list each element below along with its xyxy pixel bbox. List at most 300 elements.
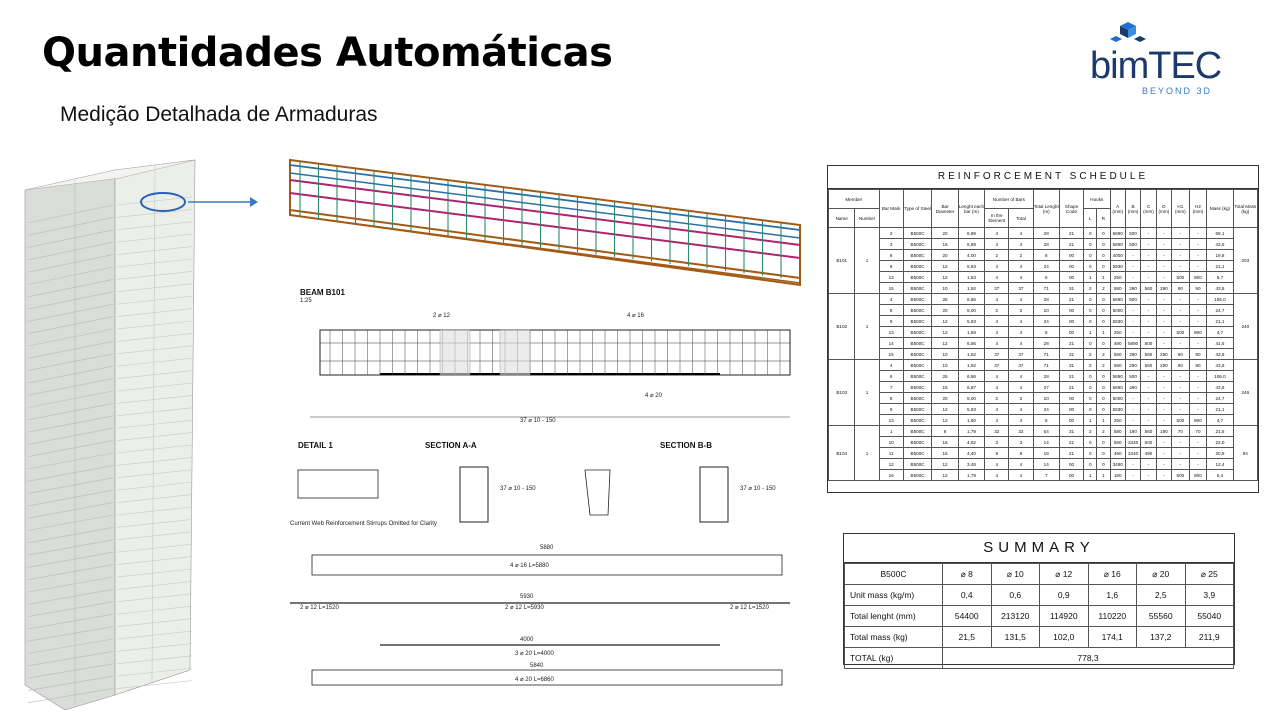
table-cell: - <box>1189 239 1207 250</box>
summary-cell: 0,4 <box>943 585 992 606</box>
table-cell: 4 <box>1009 294 1033 305</box>
table-cell: 500 <box>1172 327 1190 338</box>
table-cell: 4 <box>985 470 1009 481</box>
table-cell: 31 <box>1059 360 1083 371</box>
table-cell: 20 <box>932 250 958 261</box>
table-cell: 290 <box>1125 360 1140 371</box>
table-cell: - <box>1141 316 1156 327</box>
table-cell: 106,0 <box>1207 294 1233 305</box>
table-row <box>829 239 1258 250</box>
table-cell: 560 <box>1141 349 1156 360</box>
table-cell: 8 <box>1009 448 1033 459</box>
table-cell: 290 <box>1125 349 1140 360</box>
table-row <box>829 426 1258 437</box>
table-cell: 0 <box>1097 228 1110 239</box>
schedule-title: REINFORCEMENT SCHEDULE <box>828 166 1258 189</box>
table-cell: 0 <box>1097 305 1110 316</box>
summary-cell: 213120 <box>991 606 1040 627</box>
table-cell: - <box>1156 393 1171 404</box>
table-cell: B500C <box>903 228 932 239</box>
col-steel-type: Type of Steel <box>903 190 932 228</box>
summary-cell: 54400 <box>943 606 992 627</box>
member-name: B102 <box>829 294 855 360</box>
table-cell: 27 <box>1033 382 1059 393</box>
table-row <box>829 250 1258 261</box>
table-cell: 13 <box>879 327 903 338</box>
table-cell: 20 <box>932 305 958 316</box>
beam-scale: 1:25 <box>300 298 312 304</box>
summary-header-row <box>845 564 1234 585</box>
table-cell: 4 <box>1009 470 1033 481</box>
summary-row <box>845 585 1234 606</box>
member-name: B101 <box>829 228 855 294</box>
table-cell: - <box>1141 470 1156 481</box>
table-cell: 500 <box>1172 415 1190 426</box>
table-cell: 13 <box>879 272 903 283</box>
summary-diameter: ⌀ 10 <box>991 564 1040 585</box>
table-cell: 00 <box>1059 250 1083 261</box>
table-cell: 250 <box>1110 415 1125 426</box>
label-mid-bars: 2 ⌀ 12 <box>433 313 450 319</box>
table-cell: 0 <box>1084 338 1097 349</box>
table-cell: 00 <box>1059 305 1083 316</box>
table-cell: 37 <box>985 360 1009 371</box>
table-cell: - <box>1141 415 1156 426</box>
table-cell: - <box>1125 327 1140 338</box>
table-cell: 6 <box>1033 415 1059 426</box>
table-cell: - <box>1189 393 1207 404</box>
table-cell: B500C <box>903 448 932 459</box>
col-sub: Number <box>855 209 879 228</box>
table-cell: B500C <box>903 250 932 261</box>
table-cell: 31 <box>1059 349 1083 360</box>
table-cell: 250 <box>1110 272 1125 283</box>
table-cell: 4 <box>985 338 1009 349</box>
table-cell: 4 <box>985 239 1009 250</box>
member-number: 1 <box>855 360 879 426</box>
table-cell: - <box>1125 272 1140 283</box>
table-cell: - <box>1141 261 1156 272</box>
table-cell: 5890 <box>1110 371 1125 382</box>
col-shape-code: Shape Code <box>1059 190 1083 228</box>
table-cell: - <box>1172 250 1190 261</box>
table-cell: 00 <box>1059 272 1083 283</box>
table-cell: 00 <box>1059 316 1083 327</box>
table-cell: 490 <box>1125 382 1140 393</box>
table-cell: 4 <box>1009 459 1033 470</box>
table-cell: - <box>1172 316 1190 327</box>
table-cell: 2 <box>1084 349 1097 360</box>
table-cell: 3 <box>1009 437 1033 448</box>
table-cell: 00 <box>1059 261 1083 272</box>
table-cell: 00 <box>1059 327 1083 338</box>
table-cell: 580 <box>1110 360 1125 371</box>
member-total-mass: 203 <box>1233 228 1257 294</box>
logo-wordmark: bimTEC <box>1090 45 1222 87</box>
table-cell: 4 <box>1009 239 1033 250</box>
table-cell: 2 <box>985 393 1009 404</box>
page-subtitle: Medição Detalhada de Armaduras <box>60 103 378 126</box>
table-cell: 1,59 <box>958 327 984 338</box>
table-cell: 190 <box>1156 426 1171 437</box>
section-aa-stirrups: 37 ⌀ 10 - 150 <box>500 486 536 492</box>
table-cell: - <box>1125 250 1140 261</box>
table-row <box>829 371 1258 382</box>
table-cell: 12 <box>932 338 958 349</box>
table-cell: B500C <box>903 371 932 382</box>
table-cell: 0 <box>1084 371 1097 382</box>
member-total-mass: 94 <box>1233 426 1257 481</box>
table-cell: 24 <box>1033 261 1059 272</box>
table-cell: 24,7 <box>1207 305 1233 316</box>
table-cell: B500C <box>903 294 932 305</box>
table-cell: 21 <box>1059 382 1083 393</box>
table-cell: 25 <box>932 371 958 382</box>
beam-stirrups <box>330 330 780 375</box>
table-cell: 10 <box>1033 393 1059 404</box>
schedule-body <box>829 228 1258 481</box>
summary-cell: 102,0 <box>1040 627 1089 648</box>
col-group-member: Member <box>829 190 880 209</box>
table-cell: 28 <box>1033 338 1059 349</box>
table-cell: 5,00 <box>958 305 984 316</box>
table-cell: 2 <box>1084 283 1097 294</box>
table-cell: 490 <box>1110 338 1125 349</box>
table-row <box>829 327 1258 338</box>
lap-right: 2 ⌀ 12 L=1520 <box>730 605 769 611</box>
table-cell: 6,4 <box>1207 470 1233 481</box>
table-cell: - <box>1189 294 1207 305</box>
table-cell: 0 <box>1084 239 1097 250</box>
table-cell: 1 <box>1097 415 1110 426</box>
table-cell: 0 <box>1084 448 1097 459</box>
table-cell: - <box>1156 250 1171 261</box>
table-cell: 800 <box>1189 415 1207 426</box>
table-cell: - <box>1172 294 1190 305</box>
table-cell: 37 <box>1009 283 1033 294</box>
table-cell: 580 <box>1110 349 1125 360</box>
table-cell: 43,8 <box>1207 349 1233 360</box>
table-cell: - <box>1172 228 1190 239</box>
table-cell: 500 <box>1172 272 1190 283</box>
table-row <box>829 360 1258 371</box>
table-cell: 4 <box>1009 404 1033 415</box>
table-cell: 37 <box>1009 349 1033 360</box>
detail-note: Current Web Reinforcement Stirrups Omitted for Clarity <box>290 521 437 527</box>
col-sub: Total <box>1009 209 1033 228</box>
table-cell: 5,00 <box>958 393 984 404</box>
table-row <box>829 272 1258 283</box>
table-cell: 2 <box>985 250 1009 261</box>
table-cell: 290 <box>1156 349 1171 360</box>
table-cell: B500C <box>903 470 932 481</box>
page-title: Quantidades Automáticas <box>42 30 613 76</box>
table-cell: 12 <box>932 327 958 338</box>
table-cell: 0 <box>1097 448 1110 459</box>
table-cell: 2 <box>985 305 1009 316</box>
table-cell: 19,8 <box>1207 250 1233 261</box>
table-cell: 500 <box>1125 294 1140 305</box>
table-cell: 8 <box>879 393 903 404</box>
table-cell: 1,79 <box>958 426 984 437</box>
table-cell: - <box>1156 459 1171 470</box>
table-cell: 1,92 <box>958 349 984 360</box>
col-dim: D (mm) <box>1156 190 1171 228</box>
table-cell: 2 <box>1097 349 1110 360</box>
table-cell: 2 <box>1097 426 1110 437</box>
table-row <box>829 415 1258 426</box>
table-cell: 1,60 <box>958 415 984 426</box>
table-cell: 9 <box>879 261 903 272</box>
col-sub: Name <box>829 209 855 228</box>
table-cell: - <box>1156 294 1171 305</box>
table-cell: 290 <box>1125 283 1140 294</box>
table-cell: 1 <box>1084 272 1097 283</box>
table-cell: B500C <box>903 261 932 272</box>
table-cell: - <box>1156 404 1171 415</box>
table-cell: 800 <box>1189 470 1207 481</box>
table-cell: - <box>1156 415 1171 426</box>
table-cell: 4 <box>1009 272 1033 283</box>
table-cell: 0 <box>1097 437 1110 448</box>
table-cell: 5890 <box>1110 239 1125 250</box>
schedule-header-row <box>829 190 1258 209</box>
summary-diameter: ⌀ 20 <box>1137 564 1186 585</box>
table-cell: - <box>1141 459 1156 470</box>
table-row <box>829 382 1258 393</box>
table-cell: 800 <box>1189 327 1207 338</box>
table-cell: - <box>1156 228 1171 239</box>
summary-diameter: ⌀ 12 <box>1040 564 1089 585</box>
table-cell: 4 <box>985 261 1009 272</box>
table-cell: 21 <box>1059 294 1083 305</box>
table-cell: 0 <box>1097 459 1110 470</box>
member-name: B104 <box>829 426 855 481</box>
table-cell: 6,86 <box>958 294 984 305</box>
table-cell: 2 <box>1084 360 1097 371</box>
table-cell: B500C <box>903 327 932 338</box>
table-cell: - <box>1141 327 1156 338</box>
summary-table <box>843 533 1235 665</box>
table-cell: 24,7 <box>1207 393 1233 404</box>
table-cell: 90 <box>1189 360 1207 371</box>
table-cell: 5,93 <box>958 404 984 415</box>
table-cell: 16 <box>932 382 958 393</box>
table-cell: - <box>1156 316 1171 327</box>
table-row <box>829 294 1258 305</box>
table-cell: 1,79 <box>958 470 984 481</box>
summary-cell: 3,9 <box>1185 585 1234 606</box>
table-cell: 37 <box>1009 360 1033 371</box>
table-cell: - <box>1172 437 1190 448</box>
long-bot2-bar: 4 ⌀ 20 L=6860 <box>515 677 554 683</box>
table-cell: - <box>1189 305 1207 316</box>
table-cell: 00 <box>1059 404 1083 415</box>
table-cell: 15 <box>879 349 903 360</box>
summary-cell: 55040 <box>1185 606 1234 627</box>
table-row <box>829 305 1258 316</box>
table-cell: 31 <box>1059 283 1083 294</box>
table-cell: 28 <box>1033 228 1059 239</box>
table-cell: 4 <box>985 415 1009 426</box>
table-cell: 8 <box>879 250 903 261</box>
summary-grid <box>844 563 1234 669</box>
dim-mid: 5930 <box>520 594 534 600</box>
table-cell: 4 <box>985 382 1009 393</box>
table-cell: - <box>1125 415 1140 426</box>
col-bar-mark: Bar Mark <box>879 190 903 228</box>
table-cell: - <box>1189 338 1207 349</box>
table-cell: 3,48 <box>958 459 984 470</box>
table-cell: - <box>1125 470 1140 481</box>
table-cell: 8 <box>932 426 958 437</box>
col-dim: A (mm) <box>1110 190 1125 228</box>
table-cell: 21 <box>1059 371 1083 382</box>
table-cell: 10 <box>932 360 958 371</box>
table-cell: 3440 <box>1125 448 1140 459</box>
table-cell: 800 <box>1189 272 1207 283</box>
table-row <box>829 470 1258 481</box>
table-cell: 4 <box>985 228 1009 239</box>
table-cell: - <box>1156 272 1171 283</box>
table-cell: 28 <box>1033 294 1059 305</box>
table-cell: 25 <box>932 294 958 305</box>
table-cell: - <box>1172 404 1190 415</box>
table-cell: 43,5 <box>1207 239 1233 250</box>
summary-diameter: ⌀ 8 <box>943 564 992 585</box>
table-cell: B500C <box>903 316 932 327</box>
table-cell: 3480 <box>1110 459 1125 470</box>
table-cell: 16 <box>879 470 903 481</box>
table-cell: - <box>1189 250 1207 261</box>
long-mid-bar: 2 ⌀ 12 L=5930 <box>505 605 544 611</box>
table-cell: 0 <box>1084 382 1097 393</box>
table-cell: 12,4 <box>1207 459 1233 470</box>
table-cell: B500C <box>903 349 932 360</box>
table-cell: - <box>1156 371 1171 382</box>
table-cell: - <box>1156 470 1171 481</box>
table-cell: 0 <box>1084 316 1097 327</box>
table-cell: 1 <box>1097 470 1110 481</box>
table-cell: 71 <box>1033 360 1059 371</box>
table-cell: 11 <box>879 448 903 459</box>
summary-diameter: ⌀ 25 <box>1185 564 1234 585</box>
dim-top: 5880 <box>540 545 554 551</box>
table-cell: 1,92 <box>958 360 984 371</box>
table-cell: 5890 <box>1125 338 1140 349</box>
table-cell: - <box>1189 261 1207 272</box>
table-cell: 6 <box>879 371 903 382</box>
table-cell: - <box>1189 459 1207 470</box>
table-row <box>829 338 1258 349</box>
table-cell: 5890 <box>1110 294 1125 305</box>
table-cell: B500C <box>903 338 932 349</box>
summary-cell: 21,5 <box>943 627 992 648</box>
table-cell: 6,89 <box>958 228 984 239</box>
summary-row <box>845 627 1234 648</box>
table-cell: 20,9 <box>1207 448 1233 459</box>
table-cell: 290 <box>1156 283 1171 294</box>
table-cell: 21 <box>1059 448 1083 459</box>
table-cell: 1 <box>1084 327 1097 338</box>
table-cell: 4 <box>985 404 1009 415</box>
reinforcement-schedule <box>827 165 1259 493</box>
table-cell: 12 <box>932 272 958 283</box>
table-cell: 5930 <box>1110 261 1125 272</box>
table-cell: 180 <box>1110 470 1125 481</box>
table-cell: - <box>1172 448 1190 459</box>
table-cell: 0 <box>1084 294 1097 305</box>
table-cell: B500C <box>903 305 932 316</box>
table-cell: 500 <box>1125 228 1140 239</box>
col-group-hooks: Hooks <box>1084 190 1110 209</box>
table-cell: 4 <box>985 272 1009 283</box>
table-cell: - <box>1125 459 1140 470</box>
summary-total-value: 778,3 <box>943 648 1234 669</box>
table-cell: 00 <box>1059 415 1083 426</box>
table-cell: - <box>1141 382 1156 393</box>
table-cell: 9 <box>879 404 903 415</box>
summary-total-row <box>845 648 1234 669</box>
table-cell: 1 <box>1097 327 1110 338</box>
table-row <box>829 228 1258 239</box>
summary-steel: B500C <box>845 564 943 585</box>
table-cell: 4 <box>1009 261 1033 272</box>
table-cell: - <box>1156 239 1171 250</box>
table-cell: 9 <box>879 316 903 327</box>
table-cell: - <box>1156 261 1171 272</box>
summary-cell: 114920 <box>1040 606 1089 627</box>
table-cell: 4 <box>879 294 903 305</box>
table-cell: 0 <box>1084 393 1097 404</box>
table-cell: - <box>1172 239 1190 250</box>
table-cell: 580 <box>1110 426 1125 437</box>
schedule-table <box>828 189 1258 481</box>
table-cell: 90 <box>1172 283 1190 294</box>
table-cell: 0 <box>1084 305 1097 316</box>
table-cell: 14 <box>1033 437 1059 448</box>
table-cell: 0 <box>1084 261 1097 272</box>
pointer-arrow <box>188 192 258 212</box>
table-cell: 21 <box>1059 437 1083 448</box>
table-cell: 7 <box>879 382 903 393</box>
member-total-mass: 240 <box>1233 294 1257 360</box>
table-cell: 14 <box>879 338 903 349</box>
table-row <box>829 349 1258 360</box>
table-cell: 43,8 <box>1207 283 1233 294</box>
table-cell: - <box>1172 338 1190 349</box>
table-cell: 37 <box>985 349 1009 360</box>
table-cell: - <box>1141 272 1156 283</box>
table-cell: 8 <box>1033 250 1059 261</box>
table-cell: 4,7 <box>1207 415 1233 426</box>
table-cell: - <box>1172 393 1190 404</box>
table-cell: - <box>1125 305 1140 316</box>
member-total-mass: 246 <box>1233 360 1257 426</box>
table-cell: 90 <box>1189 349 1207 360</box>
table-cell: 5,93 <box>958 316 984 327</box>
table-cell: 15 <box>879 283 903 294</box>
table-cell: 16 <box>932 437 958 448</box>
summary-cell: 137,2 <box>1137 627 1186 648</box>
table-cell: 10 <box>932 283 958 294</box>
col-total-mass: Total Mass (kg) <box>1233 190 1257 228</box>
table-cell: 12 <box>932 316 958 327</box>
table-cell: 5,93 <box>958 261 984 272</box>
summary-cell: 110220 <box>1088 606 1137 627</box>
table-cell: 4 <box>1009 228 1033 239</box>
table-cell: 4 <box>985 294 1009 305</box>
